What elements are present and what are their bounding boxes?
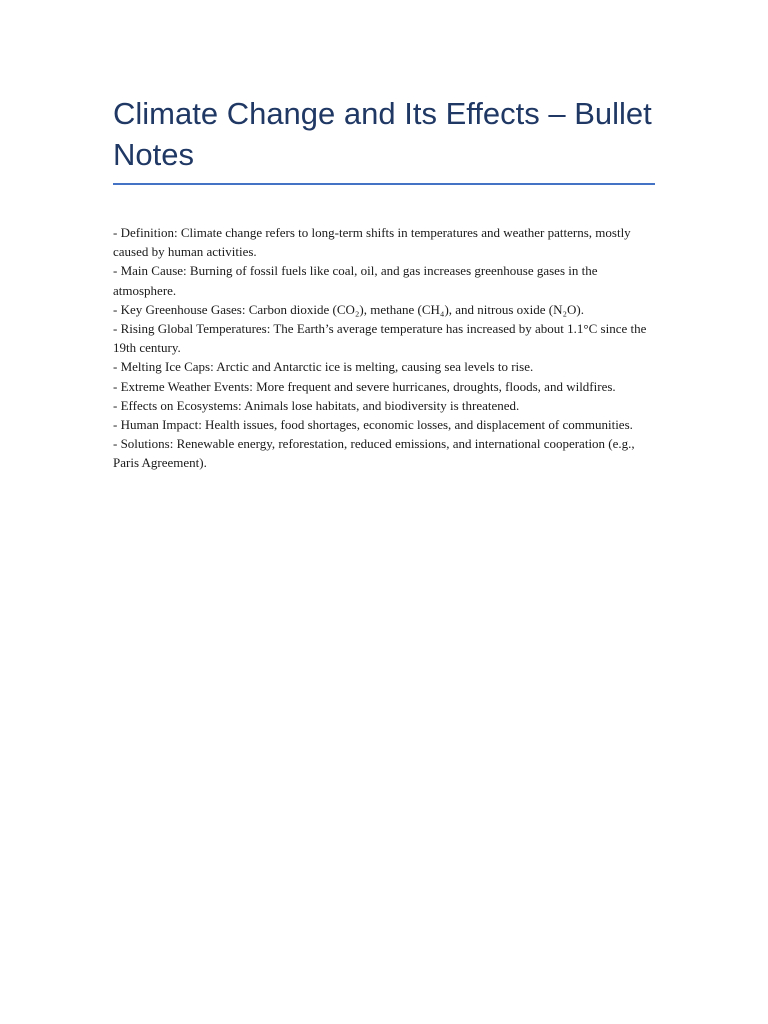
note-human-impact: - Human Impact: Health issues, food shortages, economic losses, and displacement of communities. <box>113 417 633 433</box>
note-greenhouse-gases: - Key Greenhouse Gases: Carbon dioxide (CO₂), methane (CH₄), and nitrous oxide (N₂O). <box>113 301 585 317</box>
note-extreme-weather: - Extreme Weather Events: More frequent and severe hurricanes, droughts, floods, and wildfires. <box>113 378 616 394</box>
note-ecosystems: - Effects on Ecosystems: Animals lose habitats, and biodiversity is threatened. <box>113 397 520 413</box>
note-main-cause: - Main Cause: Burning of fossil fuels like coal, oil, and gas increases greenhouse gases in the atmosphere. <box>113 263 598 298</box>
bullet-notes-list <box>113 223 655 473</box>
note-definition: - Definition: Climate change refers to long-term shifts in temperatures and weather patterns, mostly caused by human activities. <box>113 225 631 260</box>
page-title: Climate Change and Its Effects – Bullet Notes <box>113 96 652 172</box>
title-underline <box>113 183 655 185</box>
note-solutions: - Solutions: Renewable energy, reforestation, reduced emissions, and international cooperation (e.g., Paris Agreement). <box>113 436 635 471</box>
note-rising-temperatures: - Rising Global Temperatures: The Earth’s average temperature has increased by about 1.1°C since the 19th century. <box>113 321 647 356</box>
note-melting-ice-caps: - Melting Ice Caps: Arctic and Antarctic ice is melting, causing sea levels to rise. <box>113 359 534 375</box>
